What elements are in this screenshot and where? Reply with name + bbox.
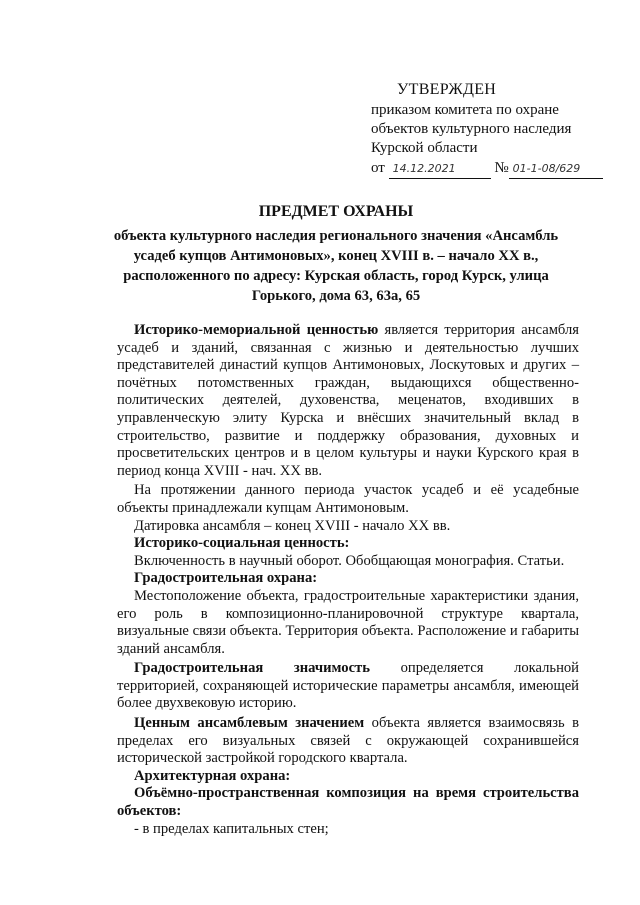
document-title: ПРЕДМЕТ ОХРАНЫ — [258, 203, 414, 220]
approval-line-2: объектов культурного наследия — [371, 121, 572, 137]
memorial-text: является территория ансамбля усадеб и зданий, связанная с жизнью и деятельностью лучших представителей династий купцов Антимоновых, Лоскутовых и других – почётных потомственных граждан, выдающихся общественно-политических деятелей, духовенства, меценатов, входивших в управленческую элиту Курска и внёсших значительный вклад в строительство, развитие и поддержку образования, духовных и просветительских центров и в целом культуры и науки Курского края в период конца XVIII - нач. XX вв. — [117, 322, 579, 479]
document-subtitle: объекта культурного наследия регионального значения «Ансамбль усадеб купцов Антимоновых», конец XVIII в. – начало XX в., расположенного по адресу: Курская область, город Курск, улица Горького, дома 63, 63а, 65 — [113, 228, 559, 304]
dating-paragraph: Датировка ансамбля – конец XVIII - начало XX вв. — [134, 517, 451, 534]
approval-line-1: приказом комитета по охране — [371, 102, 559, 118]
list-item: - в пределах капитальных стен; — [134, 820, 329, 837]
memorial-term: Историко-мемориальной ценностью — [134, 322, 379, 338]
approval-stamp — [371, 80, 611, 179]
memorial-paragraph — [117, 322, 579, 480]
handwritten-date: 14.12.2021 — [389, 159, 491, 179]
ensemble-text: объекта является взаимосвязь в пределах его визуальных связей с окружающей сохранившейся исторической застройкой городского квартала. — [117, 715, 579, 767]
volume-composition-heading: Объёмно-пространственная композиция на время строительства объектов: — [117, 785, 579, 820]
ownership-paragraph: На протяжении данного периода участок усадеб и её усадебные объекты принадлежали купцам Антимоновым. — [117, 482, 579, 516]
architectural-heading: Архитектурная охрана: — [134, 767, 291, 784]
urban-heading: Градостроительная охрана: — [134, 570, 318, 587]
significance-paragraph — [117, 660, 579, 713]
handwritten-number: 01-1-08/629 — [509, 159, 603, 179]
significance-term: Градостроительная значимость — [134, 660, 370, 677]
date-prefix: от — [371, 160, 385, 176]
document-header — [96, 202, 576, 306]
approval-title: УТВЕРЖДЕН — [397, 81, 497, 98]
significance-text: определяется локальной территорией, сохраняющей исторические параметры ансамбля, имеющей более двухвековую историю. — [117, 660, 579, 712]
ensemble-paragraph — [117, 715, 579, 768]
urban-paragraph: Местоположение объекта, градостроительные характеристики здания, его роль в композиционно-планировочной структуре квартала, визуальные связи объекта. Территория объекта. Расположение и габариты зданий ансамбля. — [117, 587, 579, 657]
social-heading: Историко-социальная ценность: — [134, 535, 350, 552]
document-body — [117, 322, 579, 838]
approval-date-line — [371, 159, 611, 179]
social-paragraph: Включенность в научный оборот. Обобщающая монография. Статьи. — [134, 552, 565, 569]
number-prefix: № — [494, 160, 509, 176]
ensemble-term: Ценным ансамблевым значением — [134, 715, 365, 732]
approval-line-3: Курской области — [371, 140, 478, 156]
